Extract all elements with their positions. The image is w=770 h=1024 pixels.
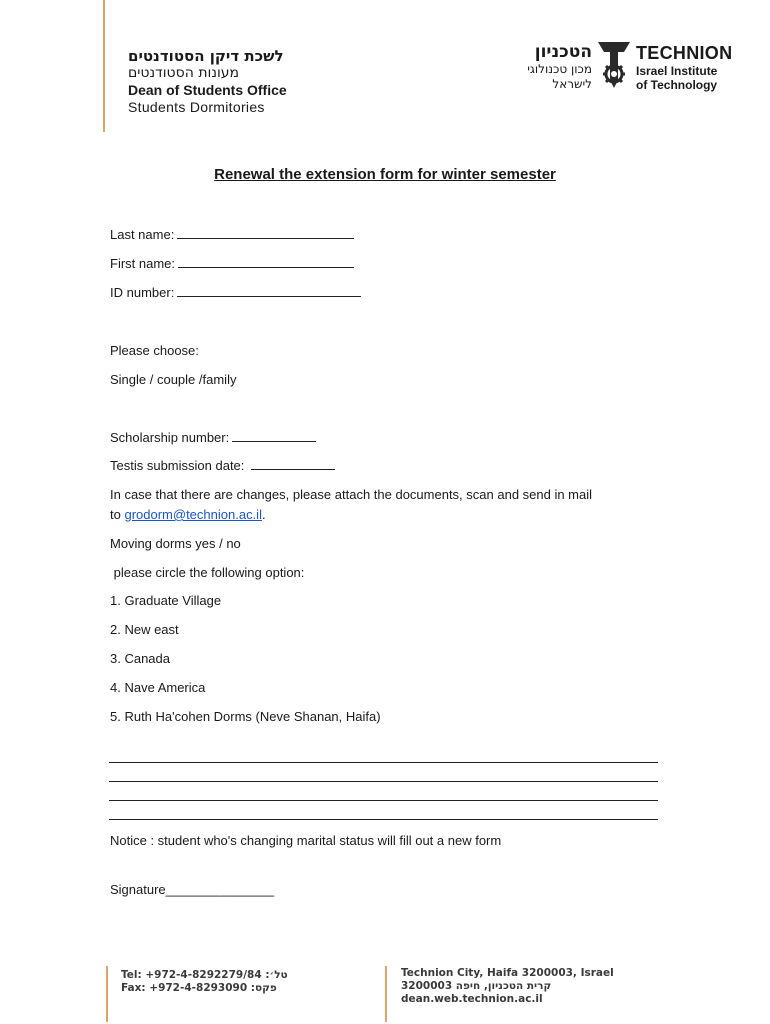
please-choose-label: Please choose: [110,343,199,358]
scholarship-field[interactable] [232,430,316,442]
scholarship-label: Scholarship number: [110,430,230,445]
changes-line2 [110,507,266,522]
logo-hebrew-line1: הטכניון [534,42,592,62]
logo-english-text [636,43,732,92]
status-options[interactable]: Single / couple /family [110,372,237,387]
footer-address-english: Technion City, Haifa 3200003, Israel [401,967,614,979]
notes-line[interactable] [109,762,658,763]
moving-dorms[interactable]: Moving dorms yes / no [110,536,241,551]
last-name-label: Last name: [110,227,175,242]
testis-row [110,458,335,473]
id-number-field[interactable] [177,285,361,297]
technion-emblem-icon [596,40,632,92]
logo-hebrew-line2: מכון טכנולוגי [527,62,592,76]
first-name-field[interactable] [178,256,354,268]
technion-logo [510,40,740,100]
footer-contact [121,969,288,995]
logo-hebrew-text [510,42,592,92]
dorm-option-1[interactable]: 1. Graduate Village [110,593,222,608]
logo-hebrew-line3: לישראל [552,77,592,91]
changes-suffix: . [261,507,266,522]
scholarship-row [110,430,316,445]
footer-website[interactable]: dean.web.technion.ac.il [401,993,543,1005]
office-title-english: Dean of Students Office [128,82,287,98]
notes-line[interactable] [109,781,658,782]
notes-line[interactable] [109,800,658,801]
logo-english-line2: Israel Institute [636,64,718,78]
notice-text: Notice : student who's changing marital status will fill out a new form [110,833,502,848]
dorm-option-2[interactable]: 2. New east [110,622,179,637]
dorm-option-5[interactable]: 5. Ruth Ha'cohen Dorms (Neve Shanan, Haifa) [110,709,381,724]
office-header [128,48,388,116]
footer-fax: Fax: +972-4-8293090 :פקס [121,982,277,994]
first-name-row [110,256,354,271]
dorm-option-4[interactable]: 4. Nave America [110,680,206,695]
notes-line[interactable] [109,819,658,820]
last-name-row [110,227,354,242]
circle-prompt: please circle the following option: [110,565,305,580]
last-name-field[interactable] [177,227,354,239]
footer-divider-left [106,966,108,1022]
changes-to-prefix: to [110,507,121,522]
form-title: Renewal the extension form for winter semester [214,166,556,183]
footer-divider-right [385,966,387,1022]
testis-label: Testis submission date: [110,458,245,473]
office-subtitle-english: Students Dormitories [128,99,265,115]
id-number-label: ID number: [110,285,175,300]
header-divider [103,0,105,132]
footer-address-hebrew: קרית הטכניון, חיפה 3200003 [401,980,552,992]
footer-address [401,967,614,1006]
email-link[interactable]: grodorm@technion.ac.il [124,507,262,522]
first-name-label: First name: [110,256,176,271]
changes-line1: In case that there are changes, please attach the documents, scan and send in mail [110,487,593,502]
logo-english-line3: of Technology [636,78,718,92]
id-number-row [110,285,361,300]
testis-date-field[interactable] [251,458,335,470]
dorm-option-3[interactable]: 3. Canada [110,651,170,666]
office-subtitle-hebrew: מעונות הסטודנטים [128,65,240,81]
logo-english-line1: TECHNION [636,43,733,63]
office-title-hebrew: לשכת דיקן הסטודנטים [128,47,284,65]
signature-field[interactable]: Signature_______________ [110,882,275,897]
footer-tel: Tel: +972-4-8292279/84 :טל׳ [121,969,288,981]
